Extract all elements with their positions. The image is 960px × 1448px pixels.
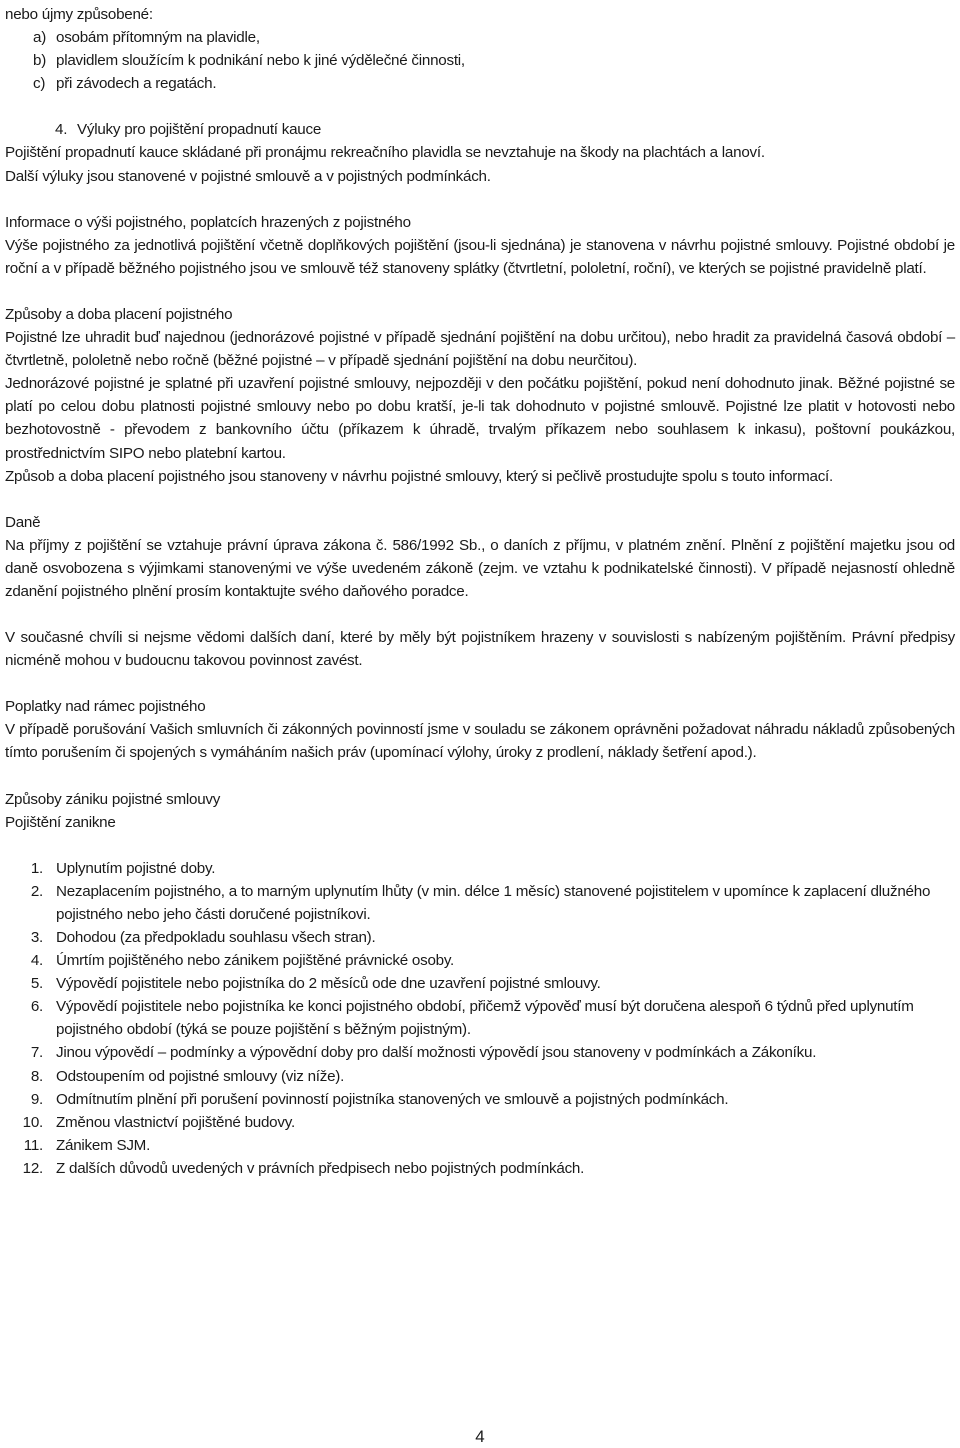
- list-item-text: Uplynutím pojistné doby.: [56, 859, 216, 877]
- list-item-number: 7.: [30, 1044, 43, 1062]
- list-item: [5, 972, 955, 995]
- exclusions-title: Výluky pro pojištění propadnutí kauce: [77, 121, 322, 139]
- list-item-text: Výpovědí pojistitele nebo pojistníka do 2 měsíců ode dne uzavření pojistné smlouvy.: [56, 975, 601, 993]
- list-item-text: Nezaplacením pojistného, a to marným uplynutím lhůty (v min. délce 1 měsíc) stanovené pojistitelem v upomínce k zaplacení dlužného pojistného nebo jeho části doručené pojistníkovi.: [56, 882, 931, 923]
- intro-item-label: c): [33, 75, 46, 93]
- exclusions-paragraph-2: Další výluky jsou stanovené v pojistné smlouvě a v pojistných podmínkách.: [5, 167, 491, 185]
- taxes-title: Daně: [5, 513, 41, 531]
- list-item: [5, 949, 955, 972]
- fees-title: Poplatky nad rámec pojistného: [5, 698, 206, 716]
- termination-title: Způsoby zániku pojistné smlouvy: [5, 790, 221, 808]
- list-item-number: 1.: [30, 859, 43, 877]
- list-item: [5, 1088, 955, 1111]
- list-item-text: Odmítnutím plnění při porušení povinností pojistníka stanovených ve smlouvě a pojistných podmínkách.: [56, 1090, 729, 1108]
- taxes-paragraph-2: V současné chvíli si nejsme vědomi dalších daní, které by měly být pojistníkem hrazeny v souvislosti s nabízeným pojištěním. Právní předpisy nicméně mohou v budoucnu takovou povinnost zavést.: [5, 629, 955, 670]
- list-item-number: 9.: [30, 1090, 43, 1108]
- list-item-text: Jinou výpovědí – podmínky a výpovědní doby pro další možnosti výpovědí jsou stanoveny v podmínkách a Zákoníku.: [56, 1044, 817, 1062]
- intro-item-label: a): [33, 29, 47, 47]
- fees-body: V případě porušování Vašich smluvních či zákonných povinností jsme v souladu se zákonem oprávněni požadovat náhradu nákladů způsobených tímto porušením či spojených s vymáháním našich práv (upomínací výlohy, úroky z prodlení, náklady šetření apod.).: [5, 721, 955, 762]
- payment-title: Způsoby a doba placení pojistného: [5, 305, 233, 323]
- termination-subtitle: Pojištění zanikne: [5, 813, 116, 831]
- page-number: 4: [475, 1427, 485, 1446]
- list-item-text: Zánikem SJM.: [56, 1136, 151, 1154]
- list-item: [5, 1041, 955, 1064]
- exclusions-number: 4.: [55, 121, 68, 139]
- payment-paragraph-2: Jednorázové pojistné je splatné při uzavření pojistné smlouvy, nejpozději v den počátku pojištění, pokud není dohodnuto jinak. Běžné pojistné se platí po celou dobu platnosti pojistné smlouvy nebo po dobu kratší, je-li tak dohodnuto v pojistné smlouvě. Pojistné lze platit v hotovosti nebo bezhotovostně - převodem z bankovního účtu (příkazem k úhradě, trvalým příkazem nebo souhlasem k inkasu), poštovní poukázkou, prostřednictvím SIPO nebo platební kartou.: [5, 375, 955, 462]
- list-item-text: Úmrtím pojištěného nebo zánikem pojištěné právnické osoby.: [56, 952, 455, 970]
- list-item: [5, 926, 955, 949]
- list-item-number: 3.: [30, 929, 43, 946]
- payment-paragraph-1: Pojistné lze uhradit buď najednou (jednorázové pojistné v případě sjednání pojištění na dobu určitou), nebo hradit za pravidelná časová období – čtvrtletně, pololetně nebo ročně (běžné pojistné – v případě sjednání pojištění na dobu neurčitou).: [5, 329, 955, 370]
- taxes-paragraph-1: Na příjmy z pojištění se vztahuje právní úprava zákona č. 586/1992 Sb., o daních z příjmu, v platném znění. Plnění z pojištění majetku jsou od daně osvobozena s výjimkami stanovenými ve výše uvedeném zákoně (zejm. ve vztahu k podnikatelské činnosti). V případě nejasností ohledně zdanění pojistného plnění prosím kontaktujte svého daňového poradce.: [5, 536, 955, 600]
- intro-item-c: [5, 72, 955, 95]
- list-item: [5, 995, 955, 1041]
- list-item-number: 11.: [23, 1136, 43, 1154]
- list-item-number: 2.: [30, 882, 43, 900]
- list-item: [5, 1111, 955, 1134]
- payment-paragraph-3: Způsob a doba placení pojistného jsou stanoveny v návrhu pojistné smlouvy, který si pečlivě prostudujte spolu s touto informací.: [5, 467, 833, 485]
- list-item-number: 8.: [30, 1067, 43, 1085]
- list-item-number: 12.: [22, 1159, 43, 1177]
- intro-item-label: b): [33, 52, 47, 70]
- exclusions-heading: [5, 118, 955, 141]
- exclusions-paragraph-1: Pojištění propadnutí kauce skládané při pronájmu rekreačního plavidla se nevztahuje na škody na plachtách a lanoví.: [5, 144, 765, 162]
- intro-item-text: plavidlem sloužícím k podnikání nebo k jiné výdělečné činnosti,: [56, 52, 465, 70]
- premium-info-body: Výše pojistného za jednotlivá pojištění včetně doplňkových pojištění (jsou-li sjednána) je stanovena v návrhu pojistné smlouvy. Pojistné období je roční a v případě běžného pojistného jsou ve smlouvě též stanoveny splátky (čtvrtletní, pololetní, roční), ve kterých se pojistné pravidelně platí.: [5, 236, 955, 277]
- list-item: [5, 1065, 955, 1088]
- intro-item-b: [5, 49, 955, 72]
- list-item-text: Výpovědí pojistitele nebo pojistníka ke konci pojistného období, přičemž výpověď musí být doručena alespoň 6 týdnů před uplynutím pojistného období (týká se pouze pojištění s běžným pojistným).: [56, 998, 914, 1039]
- premium-info-title: Informace o výši pojistného, poplatcích hrazených z pojistného: [5, 213, 411, 231]
- intro-item-text: při závodech a regatách.: [56, 75, 217, 93]
- list-item: [5, 1157, 955, 1180]
- list-item-number: 4.: [30, 952, 43, 970]
- list-item-text: Dohodou (za předpokladu souhlasu všech stran).: [56, 929, 376, 946]
- list-item-number: 10.: [22, 1113, 43, 1131]
- intro-text: nebo újmy způsobené:: [5, 6, 153, 23]
- list-item-text: Z dalších důvodů uvedených v právních předpisech nebo pojistných podmínkách.: [56, 1159, 585, 1177]
- page-content: [5, 3, 955, 1180]
- list-item: [5, 880, 955, 926]
- termination-list: [5, 857, 955, 1180]
- list-item: [5, 1134, 955, 1157]
- list-item-text: Odstoupením od pojistné smlouvy (viz níže).: [56, 1067, 345, 1085]
- list-item-number: 5.: [30, 975, 43, 993]
- intro-item-a: [5, 26, 955, 49]
- list-item: [5, 857, 955, 880]
- list-item-text: Změnou vlastnictví pojištěné budovy.: [56, 1113, 295, 1131]
- intro-item-text: osobám přítomným na plavidle,: [56, 29, 260, 47]
- list-item-number: 6.: [30, 998, 43, 1016]
